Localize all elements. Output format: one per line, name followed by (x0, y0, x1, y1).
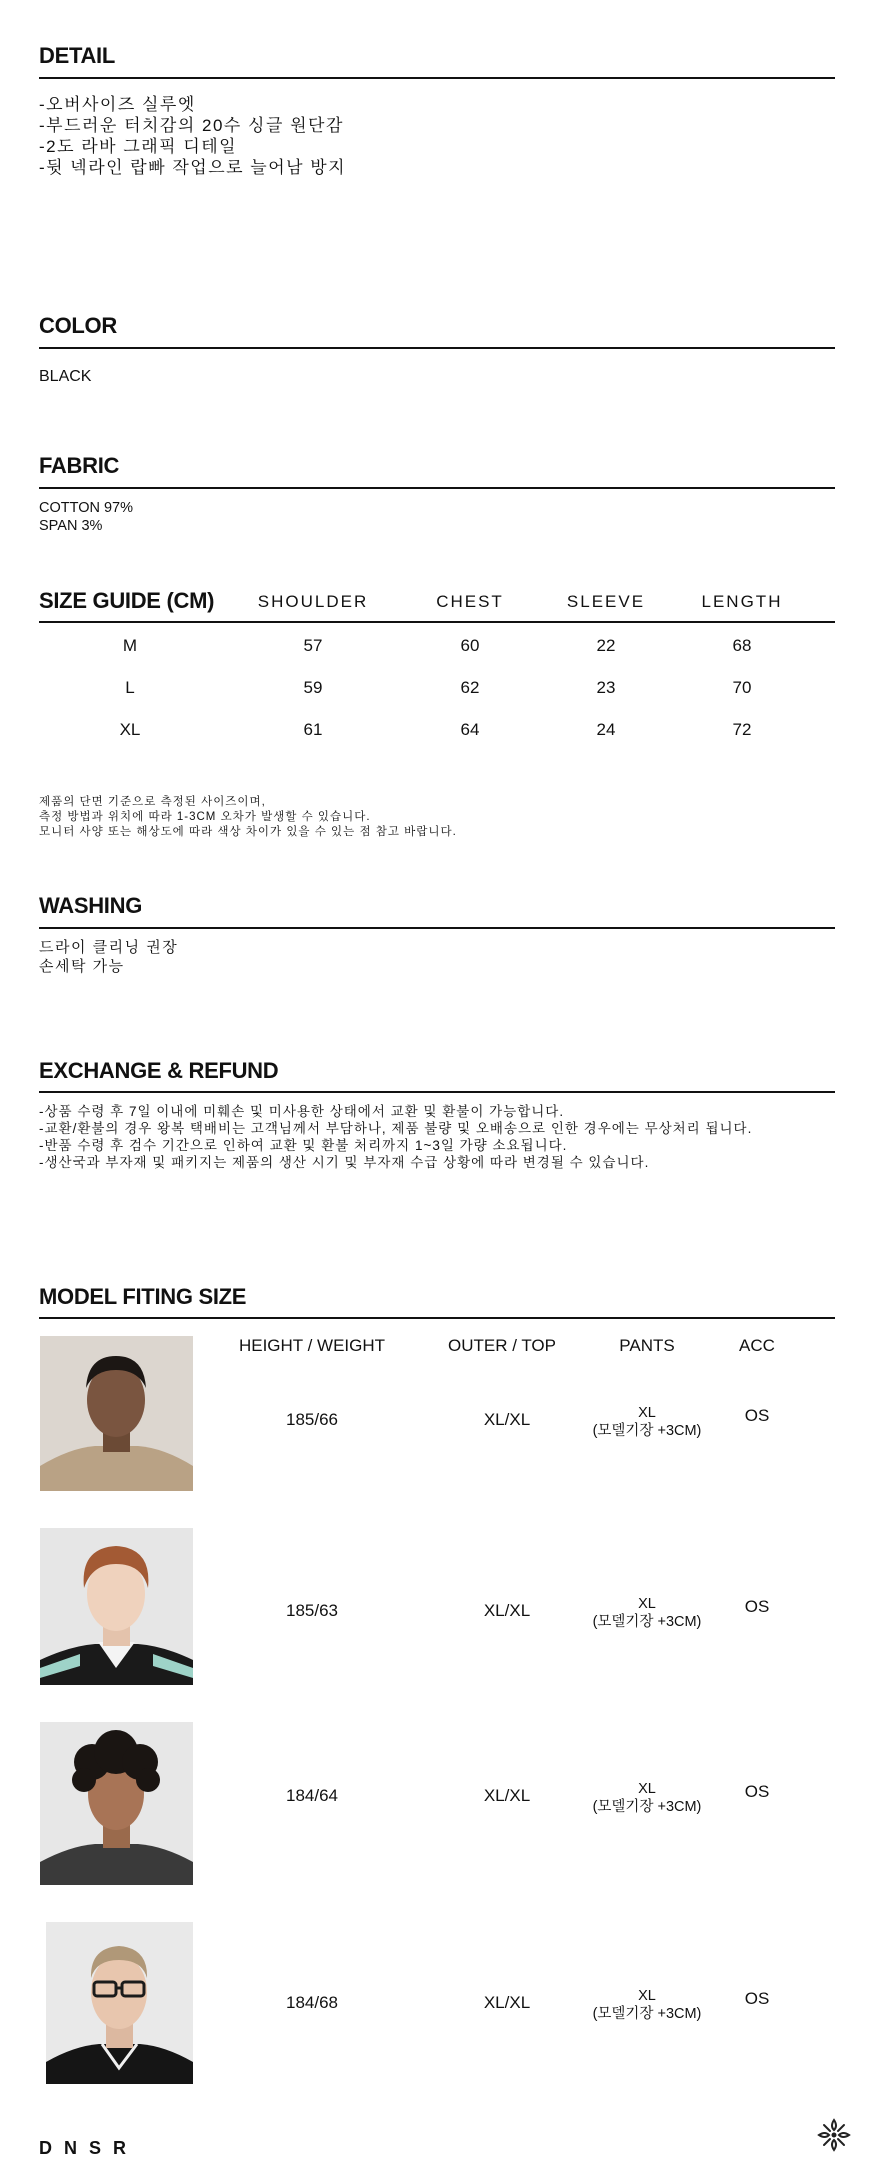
model-divider (39, 1317, 835, 1319)
model-height-weight: 184/68 (286, 1993, 338, 2012)
model-pants-size: XL (638, 1988, 656, 2004)
model-height-weight: 185/66 (286, 1410, 338, 1429)
size-cell-sleeve: 22 (596, 636, 616, 655)
model-portrait-icon (40, 1722, 193, 1885)
washing-list (39, 938, 178, 976)
washing-line: 드라이 클리닝 권장 (39, 939, 179, 956)
model-acc: OS (744, 1406, 770, 1425)
washing-title: WASHING (39, 893, 143, 918)
size-cell-length: 70 (732, 678, 752, 697)
exchange-line: -상품 수령 후 7일 이내에 미훼손 및 미사용한 상태에서 교환 및 환불이 가능합니다. (39, 1104, 565, 1119)
size-cell-chest: 62 (460, 678, 480, 697)
model-height-weight: 185/63 (286, 1601, 338, 1620)
model-outer-top: XL/XL (483, 1993, 531, 2012)
model-pants-size: XL (638, 1405, 656, 1421)
detail-divider (39, 77, 835, 79)
model-acc: OS (744, 1597, 770, 1616)
model-col-acc: ACC (739, 1336, 775, 1355)
fabric-title: FABRIC (39, 453, 120, 478)
size-cell-chest: 60 (460, 636, 480, 655)
detail-line: -부드러운 터치감의 20수 싱글 원단감 (39, 116, 344, 135)
brand-symbol-icon (815, 2116, 853, 2154)
washing-divider (39, 927, 835, 929)
size-cell-length: 68 (732, 636, 752, 655)
fabric-divider (39, 487, 835, 489)
model-pants-size: XL (638, 1596, 656, 1612)
size-note-line: 모니터 사양 또는 해상도에 따라 색상 차이가 있을 수 있는 점 참고 바랍니다. (39, 826, 457, 838)
color-divider (39, 347, 835, 349)
model-photo (40, 1722, 193, 1885)
model-pants-note: (모델기장 +3CM) (592, 2006, 702, 2022)
exchange-list (39, 1103, 752, 1171)
size-cell-size: M (122, 636, 138, 655)
size-cell-length: 72 (732, 720, 752, 739)
size-note-line: 제품의 단면 기준으로 측정된 사이즈이며, (39, 796, 266, 808)
model-pants-note: (모델기장 +3CM) (592, 1799, 702, 1815)
model-col-outer-top: OUTER / TOP (447, 1336, 556, 1355)
model-pants-size: XL (638, 1781, 656, 1797)
size-cell-sleeve: 23 (596, 678, 616, 697)
exchange-line: -생산국과 부자재 및 패키지는 제품의 생산 시기 및 부자재 수급 상황에 따라 변경될 수 있습니다. (39, 1155, 650, 1170)
model-acc: OS (744, 1782, 770, 1801)
model-portrait-icon (46, 1922, 193, 2084)
model-portrait-icon (40, 1528, 193, 1685)
washing-line: 손세탁 가능 (39, 958, 125, 975)
exchange-line: -반품 수령 후 검수 기간으로 인하여 교환 및 환불 처리까지 1~3일 가량 소요됩니다. (39, 1138, 568, 1153)
model-photo (46, 1922, 193, 2084)
model-photo (40, 1528, 193, 1685)
size-guide-divider (39, 621, 835, 623)
size-cell-size: L (125, 678, 135, 697)
model-height-weight: 184/64 (286, 1786, 338, 1805)
detail-list (39, 94, 346, 178)
size-cell-chest: 64 (460, 720, 480, 739)
size-cell-shoulder: 61 (303, 720, 323, 739)
model-col-height-weight: HEIGHT / WEIGHT (238, 1336, 386, 1355)
model-outer-top: XL/XL (483, 1410, 531, 1429)
size-cell-shoulder: 59 (303, 678, 323, 697)
size-col-shoulder: SHOULDER (257, 592, 369, 611)
size-note-line: 측정 방법과 위치에 따라 1-3CM 오차가 발생할 수 있습니다. (39, 811, 371, 823)
fabric-line: SPAN 3% (39, 518, 103, 534)
size-col-chest: CHEST (436, 592, 504, 611)
fabric-list (39, 499, 133, 535)
size-cell-sleeve: 24 (596, 720, 616, 739)
model-outer-top: XL/XL (483, 1601, 531, 1620)
exchange-title: EXCHANGE & REFUND (39, 1058, 279, 1083)
color-value: BLACK (39, 368, 92, 385)
detail-title: DETAIL (39, 43, 116, 68)
size-col-length: LENGTH (701, 592, 783, 611)
model-outer-top: XL/XL (483, 1786, 531, 1805)
detail-line: -2도 라바 그래픽 디테일 (39, 137, 238, 156)
model-photo (40, 1336, 193, 1491)
exchange-line: -교환/환불의 경우 왕복 택배비는 고객님께서 부담하나, 제품 불량 및 오배송으로 인한 경우에는 무상처리 됩니다. (39, 1121, 753, 1136)
model-pants-note: (모델기장 +3CM) (592, 1423, 702, 1439)
model-col-pants: PANTS (619, 1336, 675, 1355)
model-acc: OS (744, 1989, 770, 2008)
detail-line: -뒷 넥라인 랍빠 작업으로 늘어남 방지 (39, 158, 347, 177)
exchange-divider (39, 1091, 835, 1093)
size-cell-shoulder: 57 (303, 636, 323, 655)
fabric-line: COTTON 97% (39, 500, 134, 516)
size-notes (39, 795, 457, 840)
model-title: MODEL FITING SIZE (39, 1284, 247, 1309)
model-pants-note: (모델기장 +3CM) (592, 1614, 702, 1630)
color-title: COLOR (39, 313, 117, 338)
detail-line: -오버사이즈 실루엣 (39, 95, 196, 114)
size-cell-size: XL (119, 720, 141, 739)
size-col-sleeve: SLEEVE (566, 592, 646, 611)
brand-logo: DNSR (39, 2138, 139, 2158)
size-guide-title: SIZE GUIDE (CM) (39, 588, 215, 613)
model-portrait-icon (40, 1336, 193, 1491)
